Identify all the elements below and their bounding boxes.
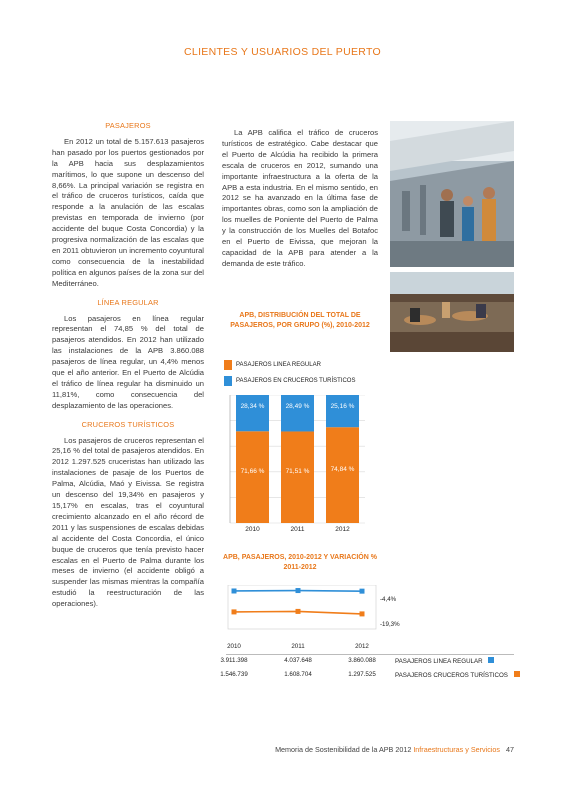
chart1-legend-item-linea: PASAJEROS LINEA REGULAR: [224, 360, 364, 370]
chart2-title: APB, PASAJEROS, 2010-2012 Y VARIACIÓN % 2011-2012: [223, 554, 377, 571]
page-footer: Memoria de Sostenibilidad de la APB 2012 Infraestructuras y Servicios 47: [275, 745, 514, 754]
chart2-x-tick-label: 2012: [355, 643, 369, 650]
chart1-x-tick-label: 2010: [245, 526, 260, 533]
chart2-value-linea: 3.911.398: [220, 657, 248, 664]
chart1-bar-cruceros: [281, 395, 314, 431]
chart2-point-cruceros: [296, 609, 301, 614]
section-heading-linea-regular: LÍNEA REGULAR: [97, 297, 159, 307]
page-title: CLIENTES Y USUARIOS DEL PUERTO: [184, 46, 381, 58]
chart2-value-cruceros: 1.608.704: [284, 671, 312, 678]
chart2-point-linea: [360, 589, 365, 594]
chart2-point-cruceros: [360, 611, 365, 616]
chart2-change-cruceros: -19,3%: [380, 621, 400, 628]
chart2-value-linea: 4.037.648: [284, 657, 312, 664]
chart2-value-cruceros: 1.546.739: [220, 671, 248, 678]
page-number: 47: [506, 745, 514, 754]
chart1-data-label: 25,16 %: [330, 403, 355, 410]
chart2-legend-cruceros: PASAJEROS CRUCEROS TURÍSTICOS: [395, 671, 520, 679]
section-heading-cruceros: CRUCEROS TURÍSTICOS: [81, 419, 175, 429]
paragraph-pasajeros: En 2012 un total de 5.157.613 pasajeros han pasado por los puertos gestionados por la APB hacia sus desplazamientos marítimos, lo que supone un descenso del 8,66%. La principal variación se registra en el tráfico de cruceros turísticos, caída que responde a la anulación de las escalas previstas en temporada de invierno (por accidente del buque Costa Concordia) y la progresiva normalización de las escalas que en 2011 obtuvieron un incremento coyuntural como consecuencia de la inestabilidad política en algunos países de la zona sur del Mediterráneo.: [52, 136, 204, 288]
chart2-point-linea: [232, 588, 237, 593]
chart1-legend-item-cruceros: PASAJEROS EN CRUCEROS TURÍSTICOS: [224, 376, 364, 386]
chart2-change-linea: -4,4%: [380, 596, 397, 603]
chart2-x-tick-label: 2010: [227, 643, 241, 650]
chart2-point-cruceros: [232, 609, 237, 614]
chart2-legend-linea: PASAJEROS LINEA REGULAR: [395, 657, 494, 665]
chart1-bar-linea: [236, 431, 269, 523]
chart1-data-label: 74,84 %: [330, 465, 355, 473]
photo-terrace-cafe: [390, 272, 514, 352]
legend-swatch-orange: [224, 360, 232, 370]
legend-swatch-orange: [514, 671, 520, 677]
chart1-data-label: 71,66 %: [240, 467, 265, 475]
chart1-bar-cruceros: [236, 395, 269, 431]
chart2-point-linea: [296, 588, 301, 593]
paragraph-cruceros-estrategico: La APB califica el tráfico de cruceros turísticos de estratégico. Cabe destacar que el Puerto de Alcúdia ha recibido la primera escala de cruceros en 2012, sumando una importante infraestructura a la oferta de la APB a esta industria. En el mismo sentido, en 2012 se ha avanzado en la última fase de importantes obras, como son la ampliación de los muelles de Poniente del Puerto de Palma y la construcción de los Muelles del Botafoc en el Puerto de Eivissa, que mejoran la capacidad de la APB para atender a la demanda de este tráfico.: [222, 128, 378, 268]
chart1-data-label: 28,49 %: [285, 403, 310, 410]
left-column: [52, 121, 204, 610]
paragraph-cruceros: Los pasajeros de cruceros representan el 25,16 % del total de pasajeros atendidos. En 2012 1.297.525 cruceristas han utilizado las instalaciones de pasaje de los Puertos de Palma, Alcúdia, Maó y Eivissa. Se registra un descenso del 19,34% en pasajeros y 15,17% en escalas, tras el coyuntural crecimiento alcanzado en el año récord de 2011 y las suspensiones de escalas debidas al accidente del Costa Concordia, el único buque de cruceros que tenía previsto hacer escalas en el Puerto de Palma durante los meses de invierno (el accidente obligó a suspender las mismas mientras la compañía estudió la reestructuración de las operaciones).: [52, 435, 204, 609]
chart2-value-cruceros: 1.297.525: [348, 671, 376, 678]
photo-passengers-walkway: [390, 121, 514, 267]
chart2-value-linea: 3.860.088: [348, 657, 376, 664]
section-heading-pasajeros: PASAJEROS: [105, 121, 151, 130]
chart2-table-rule: [226, 654, 514, 655]
chart2-x-tick-label: 2011: [291, 643, 305, 650]
chart1-x-tick-label: 2012: [335, 526, 350, 533]
middle-column: [222, 128, 378, 270]
paragraph-linea-regular: Los pasajeros en línea regular representan el 74,85 % del total de pasajeros atendidos. En 2012 han utilizado las instalaciones de la APB 3.860.088 pasajeros de línea regular, un 4,4% menos que el año anterior. En el Puerto de Alcúdia el tráfico de línea regular ha disminuido un 11,81%, como consecuencia del desplazamiento de las operaciones.: [52, 313, 204, 410]
legend-swatch-blue: [488, 657, 494, 663]
chart1-data-label: 71,51 %: [285, 468, 310, 476]
chart1-bar-cruceros: [326, 395, 359, 427]
chart1-bar-linea: [326, 427, 359, 523]
chart1-x-tick-label: 2011: [290, 526, 305, 533]
chart1-data-label: 28,34 %: [240, 403, 265, 410]
chart1-legend: [224, 360, 364, 386]
legend-swatch-blue: [224, 376, 232, 386]
chart2-plot: [222, 585, 382, 635]
chart1-bar-linea: [281, 431, 314, 523]
chart1-title: APB, DISTRIBUCIÓN DEL TOTAL DE PASAJEROS, POR GRUPO (%), 2010-2012: [230, 312, 370, 329]
